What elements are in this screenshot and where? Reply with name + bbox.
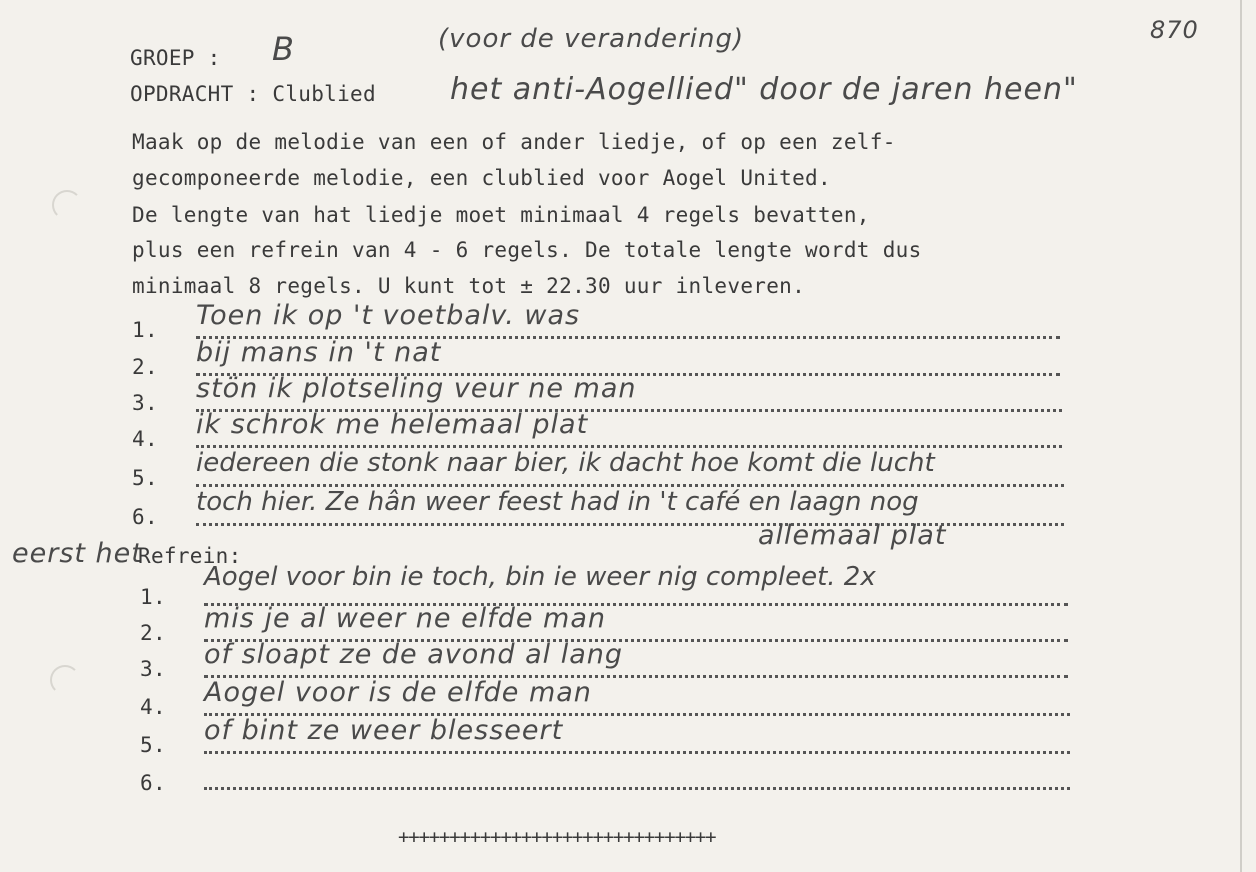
- verse-text: bij mans in 't nat: [196, 337, 442, 368]
- verse-text: Toen ik op 't voetbalv. was: [196, 300, 581, 331]
- refrein-text: Aogel voor bin ie toch, bin ie weer nig compleet. 2x: [204, 562, 876, 592]
- refrein-number: 4.: [140, 695, 166, 719]
- verse-text: toch hier. Ze hân weer feest had in 't café en laagn nog: [196, 487, 919, 517]
- instruction-line: Maak op de melodie van een of ander liedje, of op een zelf-: [132, 130, 896, 154]
- refrein-text: mis je al weer ne elfde man: [204, 603, 606, 634]
- refrein-number: 5.: [140, 733, 166, 757]
- handwritten-note-top: (voor de verandering): [438, 24, 745, 54]
- groep-label: GROEP :: [130, 46, 221, 70]
- refrein-number: 2.: [140, 621, 166, 645]
- verse-number: 4.: [132, 427, 158, 451]
- instruction-line: De lengte van hat liedje moet minimaal 4 regels bevatten,: [132, 203, 870, 227]
- groep-value: B: [272, 30, 295, 68]
- refrein-margin-note: eerst het: [12, 538, 143, 569]
- verse-number: 6.: [132, 505, 158, 529]
- punch-hole: [52, 190, 82, 220]
- verse-text: iedereen die stonk naar bier, ik dacht hoe komt die lucht: [196, 448, 935, 478]
- refrein-text: of sloapt ze de avond al lang: [204, 639, 624, 670]
- verse-overflow-text: allemaal plat: [758, 520, 947, 551]
- page-number: 870: [1150, 16, 1199, 44]
- dotted-line: [204, 751, 1070, 754]
- verse-number: 2.: [132, 355, 158, 379]
- refrein-number: 1.: [140, 585, 166, 609]
- instruction-line: minimaal 8 regels. U kunt tot ± 22.30 uur inleveren.: [132, 274, 806, 298]
- refrein-number: 6.: [140, 771, 166, 795]
- verse-text: stön ik plotseling veur ne man: [196, 373, 637, 404]
- opdracht-label: OPDRACHT : Clublied: [130, 82, 376, 106]
- instruction-line: plus een refrein van 4 - 6 regels. De totale lengte wordt dus: [132, 238, 922, 262]
- page-edge: [1240, 0, 1242, 872]
- verse-number: 1.: [132, 318, 158, 342]
- footer-rule: +++++++++++++++++++++++++++++++: [398, 826, 716, 848]
- refrein-number: 3.: [140, 657, 166, 681]
- punch-hole: [50, 665, 80, 695]
- dotted-line: [204, 787, 1070, 790]
- refrein-label: Refrein:: [138, 544, 242, 568]
- refrein-text: of bint ze weer blesseert: [204, 715, 564, 746]
- verse-number: 5.: [132, 466, 158, 490]
- handwritten-song-title: het anti-Aogellied" door de jaren heen": [450, 72, 1078, 107]
- instruction-line: gecomponeerde melodie, een clublied voor Aogel United.: [132, 166, 831, 190]
- verse-number: 3.: [132, 391, 158, 415]
- verse-text: ik schrok me helemaal plat: [196, 409, 589, 440]
- refrein-text: Aogel voor is de elfde man: [204, 677, 592, 708]
